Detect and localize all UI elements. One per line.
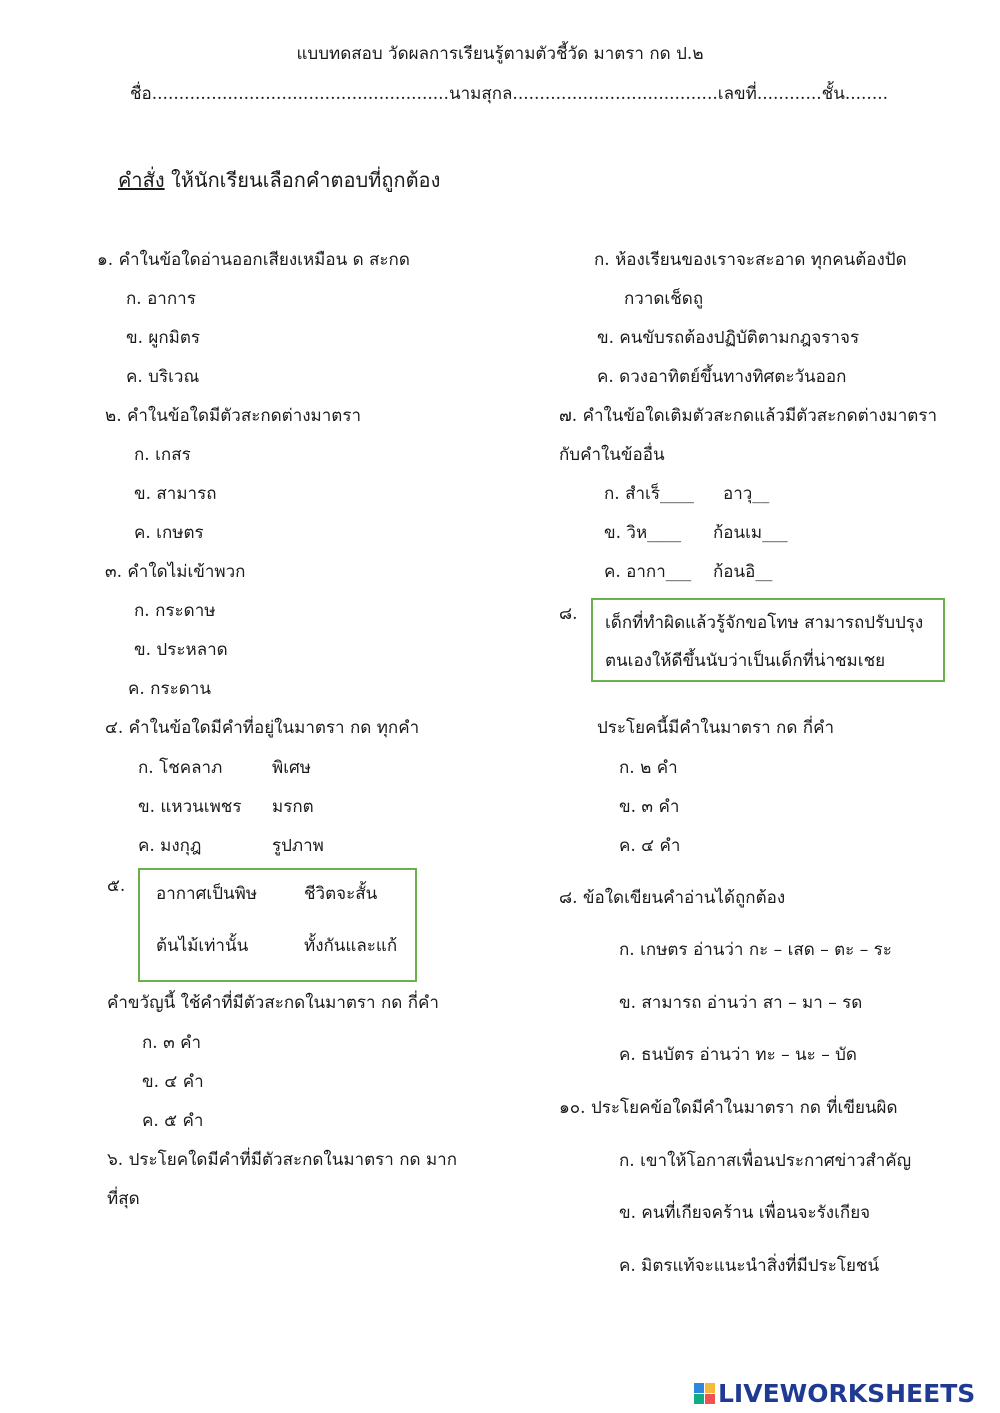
instruction-label: คำสั่ง xyxy=(118,168,165,192)
logo-text: LIVEWORKSHEETS xyxy=(718,1378,976,1408)
liveworksheets-logo xyxy=(694,1378,975,1408)
q4-option-a: ก. โชคลาภ xyxy=(138,758,223,778)
q4-option-a-word2: พิเศษ xyxy=(272,758,312,778)
q8-option-a: ก. ๒ คำ xyxy=(619,758,678,778)
question-8-number: ๘. xyxy=(559,604,578,624)
q2-option-a: ก. เกสร xyxy=(134,445,191,465)
question-6: ๖. ประโยคใดมีคำที่มีตัวสะกดในมาตรา กด มาก xyxy=(107,1150,457,1170)
q5-question: คำขวัญนี้ ใช้คำที่มีตัวสะกดในมาตรา กด กี่คำ xyxy=(107,993,439,1013)
q6-option-c: ค. ดวงอาทิตย์ขึ้นทางทิศตะวันออก xyxy=(597,367,847,387)
q5-motto-line1-b: ชีวิตจะสั้น xyxy=(304,884,378,904)
q7-option-a-word2: อาวุ__ xyxy=(723,484,770,504)
question-2: ๒. คำในข้อใดมีตัวสะกดต่างมาตรา xyxy=(105,406,362,426)
q2-option-c: ค. เกษตร xyxy=(134,523,204,543)
q4-option-b: ข. แหวนเพชร xyxy=(138,797,242,817)
q8-sentence-line1: เด็กที่ทำผิดแล้วรู้จักขอโทษ สามารถปรับปรุง xyxy=(605,613,924,633)
q7-option-a: ก. สำเร็____ xyxy=(604,484,694,504)
q1-option-c: ค. บริเวณ xyxy=(126,367,200,387)
q8-option-c: ค. ๔ คำ xyxy=(619,836,681,856)
q3-option-a: ก. กระดาษ xyxy=(134,601,216,621)
q10-option-a: ก. เขาให้โอกาสเพื่อนประกาศข่าวสำคัญ xyxy=(619,1151,912,1171)
q1-option-a: ก. อาการ xyxy=(126,289,196,309)
q6-option-b: ข. คนขับรถต้องปฏิบัติตามกฎจราจร xyxy=(597,328,860,348)
question-3: ๓. คำใดไม่เข้าพวก xyxy=(105,562,246,582)
question-1: ๑. คำในข้อใดอ่านออกเสียงเหมือน ด สะกด xyxy=(97,250,410,270)
q6-option-a: ก. ห้องเรียนของเราจะสะอาด ทุกคนต้องปัด xyxy=(594,250,907,270)
q5-option-b: ข. ๔ คำ xyxy=(142,1072,204,1092)
q4-option-c: ค. มงกุฎ xyxy=(138,836,202,856)
liveworksheets-logo-icon xyxy=(694,1383,715,1404)
q5-motto-line2-b: ทั้งกันและแก้ xyxy=(304,936,398,956)
q4-option-b-word2: มรกต xyxy=(272,797,314,817)
question-7-cont: กับคำในข้ออื่น xyxy=(559,445,665,465)
q3-option-c: ค. กระดาน xyxy=(128,679,211,699)
student-info-line: ชื่อ.......................................................นามสุกล......................................เลขที่............ชั้น........ xyxy=(130,84,889,104)
q8-question: ประโยคนี้มีคำในมาตรา กด กี่คำ xyxy=(597,718,835,738)
q2-option-b: ข. สามารถ xyxy=(134,484,217,504)
q5-option-a: ก. ๓ คำ xyxy=(142,1033,202,1053)
q10-option-c: ค. มิตรแท้จะแนะนำสิ่งที่มีประโยชน์ xyxy=(619,1256,880,1276)
instruction-text: ให้นักเรียนเลือกคำตอบที่ถูกต้อง xyxy=(170,168,441,192)
q9-option-b: ข. สามารถ อ่านว่า สา – มา – รด xyxy=(619,993,863,1013)
q7-option-b: ข. วิห____ xyxy=(604,523,682,543)
q7-option-b-word2: ก้อนเม___ xyxy=(713,523,788,543)
page-title: แบบทดสอบ วัดผลการเรียนรู้ตามตัวชี้วัด มาตรา กด ป.๒ xyxy=(296,44,704,64)
q7-option-c-word2: ก้อนอิ__ xyxy=(713,562,773,582)
question-9: ๘. ข้อใดเขียนคำอ่านได้ถูกต้อง xyxy=(559,888,786,908)
q7-option-c: ค. อากา___ xyxy=(604,562,692,582)
q1-option-b: ข. ผูกมิตร xyxy=(126,328,201,348)
q6-option-a-cont: กวาดเช็ดถู xyxy=(624,289,704,309)
question-7: ๗. คำในข้อใดเติมตัวสะกดแล้วมีตัวสะกดต่างมาตรา xyxy=(559,406,937,426)
question-5-number: ๕. xyxy=(107,876,126,896)
q5-motto-line2-a: ต้นไม้เท่านั้น xyxy=(156,936,249,956)
q9-option-c: ค. ธนบัตร อ่านว่า ทะ – นะ – บัด xyxy=(619,1045,857,1065)
question-6-cont: ที่สุด xyxy=(107,1189,140,1209)
q4-option-c-word2: รูปภาพ xyxy=(272,836,324,856)
q9-option-a: ก. เกษตร อ่านว่า กะ – เสด – ตะ – ระ xyxy=(619,940,892,960)
instruction xyxy=(118,168,440,192)
q3-option-b: ข. ประหลาด xyxy=(134,640,228,660)
q8-sentence-line2: ตนเองให้ดีขึ้นนับว่าเป็นเด็กที่น่าชมเชย xyxy=(605,651,886,671)
q8-option-b: ข. ๓ คำ xyxy=(619,797,680,817)
q5-motto-line1-a: อากาศเป็นพิษ xyxy=(156,884,258,904)
question-4: ๔. คำในข้อใดมีคำที่อยู่ในมาตรา กด ทุกคำ xyxy=(105,718,420,738)
q5-option-c: ค. ๕ คำ xyxy=(142,1111,204,1131)
q10-option-b: ข. คนที่เกียจคร้าน เพื่อนจะรังเกียจ xyxy=(619,1203,871,1223)
question-10: ๑๐. ประโยคข้อใดมีคำในมาตรา กด ที่เขียนผิด xyxy=(559,1098,898,1118)
